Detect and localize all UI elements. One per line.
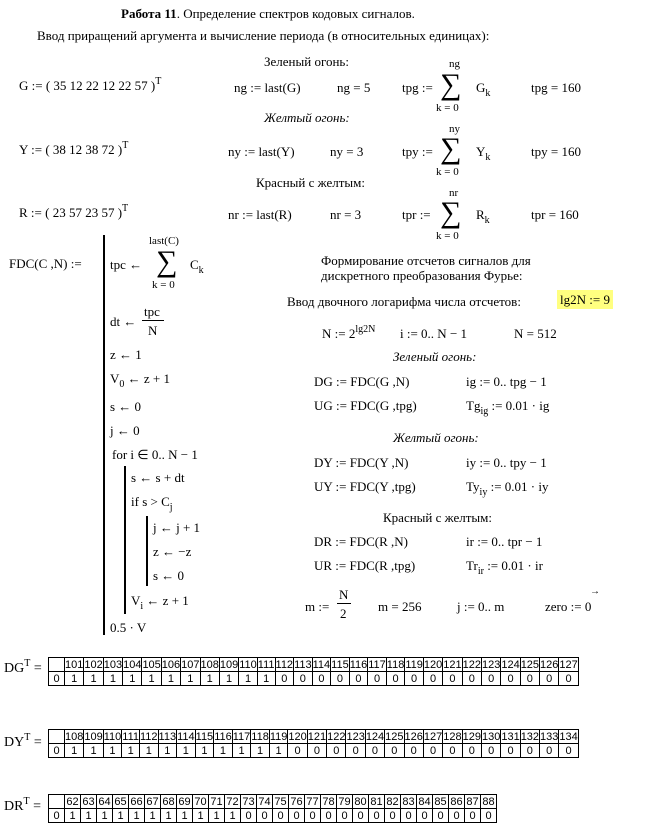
table-cell: 0 (337, 809, 353, 823)
ng-value: ng = 5 (337, 80, 371, 95)
green-label: Зеленый огонь: (264, 54, 349, 69)
table-header-row (49, 658, 579, 672)
DY-table-label: $DY^T$ = (4, 732, 42, 750)
table-cell: 0 (404, 744, 423, 758)
table-cell: 77 (306, 795, 319, 808)
table-cell: 112 (275, 658, 294, 671)
sum-lower: k = 0 (436, 102, 459, 114)
table-cell: 1 (193, 809, 209, 823)
sum-term: $C_k$ (190, 257, 204, 276)
table-cell: 0 (327, 744, 346, 758)
table-cell: 0 (49, 744, 65, 758)
table-cell: 126 (404, 730, 423, 743)
fraction-line (337, 603, 351, 604)
dt-assign: dt ← (110, 314, 137, 329)
table-cell: 1 (214, 744, 233, 758)
table-cell: 1 (65, 809, 81, 823)
table-cell: 0 (501, 672, 520, 686)
table-cell: 118 (386, 658, 405, 671)
table-cell: 127 (559, 658, 578, 671)
table-cell: 0 (449, 809, 465, 823)
tpg-lhs: tpg := (402, 80, 433, 95)
formation-line2: дискретного преобразования Фурье: (321, 268, 523, 283)
table-cell: 0 (273, 809, 289, 823)
table-cell: 0 (386, 672, 405, 686)
table-cell: 1 (257, 672, 275, 686)
sum-upper-lastc: last(C) (149, 235, 179, 247)
table-cell: 0 (443, 672, 462, 686)
table-cell: 125 (520, 658, 540, 671)
sum-term: $R_k$ (476, 207, 490, 226)
ig-range: ig := 0.. tpg − 1 (466, 374, 547, 389)
table-cell: 0 (385, 744, 404, 758)
table-cell: 0 (405, 672, 424, 686)
table-cell: 82 (386, 795, 399, 808)
table-cell: 79 (338, 795, 351, 808)
UR-definition: UR := FDC(R ,tpg) (314, 558, 416, 573)
table-cell: 1 (145, 809, 161, 823)
table-cell: 1 (84, 744, 103, 758)
dt-denominator: N (148, 323, 158, 338)
table-cell: 0 (241, 809, 257, 823)
s-reset: s ← 0 (153, 568, 185, 583)
table-cell: 1 (209, 809, 225, 823)
table-cell: 1 (84, 672, 103, 686)
DR-table (48, 794, 497, 823)
table-cell: 0 (559, 744, 578, 758)
table-cell: 0 (49, 672, 65, 686)
table-cell: 120 (423, 658, 443, 671)
dt-numerator: tpc (144, 304, 160, 319)
table-cell: 65 (114, 795, 127, 808)
ny-definition: ny := last(Y) (228, 144, 295, 159)
table-cell: 0 (49, 809, 65, 823)
sum-lower: k = 0 (152, 279, 175, 291)
table-cell: 1 (158, 744, 177, 758)
table-cell: 116 (214, 730, 232, 743)
z-init: z ← 1 (110, 347, 142, 362)
table-cell: 119 (405, 658, 423, 671)
page-title (121, 7, 415, 20)
table-cell: 87 (466, 795, 479, 808)
table-cell: 128 (443, 730, 462, 743)
formation-line1: Формирование отсчетов сигналов для (321, 253, 531, 268)
table-cell: 122 (462, 658, 481, 671)
tpr-lhs: tpr := (402, 207, 431, 222)
ng-definition: ng := last(G) (234, 80, 301, 95)
Vi-assign: $V_i$ ← z + 1 (131, 593, 189, 612)
sum-term: $G_k$ (476, 80, 491, 99)
table-cell: 73 (242, 795, 255, 808)
table-cell: 0 (294, 672, 313, 686)
table-cell: 0 (501, 744, 520, 758)
table-cell: 133 (540, 730, 559, 743)
table-row (49, 744, 579, 758)
lg2N-input[interactable]: lg2N := 9 (557, 293, 613, 306)
table-cell: 0 (365, 744, 384, 758)
table-cell: 1 (225, 809, 241, 823)
N-definition: N := $2^{lg2N}$ (322, 324, 376, 341)
UG-definition: UG := FDC(G ,tpg) (314, 398, 417, 413)
table-cell: 80 (354, 795, 367, 808)
table-cell: 0 (307, 744, 326, 758)
table-cell: 0 (540, 672, 559, 686)
table-cell: 71 (210, 795, 223, 808)
table-cell: 102 (84, 658, 103, 671)
table-cell: 111 (122, 730, 139, 743)
table-cell: 130 (481, 730, 501, 743)
yellow-label: Желтый огонь: (264, 110, 350, 125)
DG-definition: DG := FDC(G ,N) (314, 374, 410, 389)
j-increment: j ← j + 1 (153, 520, 201, 535)
yellow-label-2: Желтый огонь: (393, 430, 479, 445)
table-cell: 85 (434, 795, 447, 808)
table-cell: 0 (369, 809, 385, 823)
nr-definition: nr := last(R) (228, 207, 292, 222)
table-cell: 1 (123, 672, 142, 686)
table-cell: 105 (142, 658, 161, 671)
table-cell: 0 (481, 809, 497, 823)
table-cell: 0 (559, 672, 578, 686)
table-cell: 121 (307, 730, 327, 743)
table-cell: 0 (520, 744, 539, 758)
table-cell: 117 (232, 730, 251, 743)
table-cell: 122 (327, 730, 346, 743)
sum-upper-nr: nr (449, 187, 459, 199)
nr-value: nr = 3 (330, 207, 362, 222)
s-init: s ← 0 (110, 399, 142, 414)
intro-text: Ввод приращений аргумента и вычисление периода (в относительных единицах): (37, 28, 490, 43)
table-cell: 129 (462, 730, 481, 743)
table-cell: 0 (481, 744, 500, 758)
transpose-mark: T (122, 140, 129, 151)
table-cell: 110 (239, 658, 257, 671)
table-cell: 66 (130, 795, 143, 808)
table-cell: 118 (251, 730, 269, 743)
table-cell: 62 (66, 795, 79, 808)
table-cell: 103 (103, 658, 123, 671)
table-cell: 1 (161, 809, 177, 823)
table-cell: 1 (97, 809, 113, 823)
table-cell: 0 (385, 809, 401, 823)
table-cell: 0 (417, 809, 433, 823)
table-cell: 1 (200, 672, 219, 686)
tpg-value: tpg = 160 (531, 80, 581, 95)
for-bar (124, 466, 126, 614)
redyellow-label: Красный с желтым: (256, 175, 365, 190)
table-cell: 83 (402, 795, 415, 808)
table-cell: 0 (462, 744, 481, 758)
sigma-icon: ∑ (440, 68, 462, 101)
table-cell: 1 (177, 809, 193, 823)
table-cell: 1 (140, 744, 159, 758)
iy-range: iy := 0.. tpy − 1 (466, 455, 547, 470)
table-cell: 106 (161, 658, 181, 671)
table-cell: 121 (443, 658, 462, 671)
m-definition: m := (305, 599, 330, 614)
table-cell: 0 (433, 809, 449, 823)
table-cell: 68 (162, 795, 175, 808)
program-bar (103, 235, 105, 635)
table-cell: 114 (177, 730, 195, 743)
table-cell: 0 (401, 809, 417, 823)
table-cell: 0 (462, 672, 481, 686)
table-cell: 109 (84, 730, 103, 743)
table-cell: 108 (65, 730, 84, 743)
table-row (49, 672, 579, 686)
if-condition: if $s > C_j$ (131, 494, 173, 513)
Tg-definition: $Tg_{ig}$ := 0.01 · ig (466, 398, 550, 417)
j-init: j ← 0 (110, 423, 140, 438)
table-cell: 1 (219, 672, 238, 686)
table-header-row (49, 795, 497, 809)
i-range: i := 0.. N − 1 (400, 326, 468, 341)
table-cell: 134 (559, 730, 578, 743)
table-cell: 0 (481, 672, 500, 686)
table-cell: 104 (123, 658, 142, 671)
table-cell: 116 (349, 658, 368, 671)
table-cell: 76 (290, 795, 303, 808)
table-cell: 0 (275, 672, 294, 686)
fraction-line (142, 320, 164, 321)
table-cell: 110 (103, 730, 122, 743)
m-numerator: N (339, 587, 349, 602)
table-cell: 0 (520, 672, 539, 686)
DR-definition: DR := FDC(R ,N) (314, 534, 409, 549)
table-cell: 0 (305, 809, 321, 823)
table-cell: 70 (194, 795, 207, 808)
table-cell: 63 (82, 795, 95, 808)
table-cell: 117 (368, 658, 386, 671)
UY-definition: UY := FDC(Y ,tpg) (314, 479, 416, 494)
redyellow-label-2: Красный с желтым: (383, 510, 492, 525)
table-cell: 1 (195, 744, 214, 758)
table-cell: 0 (465, 809, 481, 823)
sum-upper-ny: ny (449, 123, 460, 135)
table-cell: 1 (181, 672, 200, 686)
table-cell: 124 (501, 658, 520, 671)
table-cell: 1 (232, 744, 251, 758)
DG-table-label: $DG^T$ = (4, 658, 42, 676)
table-cell: 0 (423, 744, 442, 758)
green-label-2: Зеленый огонь: (393, 349, 477, 364)
title-bold: Работа 11 (121, 6, 177, 21)
G-vector: G := ( 35 12 22 12 22 57 ) (19, 78, 156, 93)
table-cell: 109 (219, 658, 239, 671)
R-vector: R := ( 23 57 23 57 ) (19, 205, 123, 220)
table-cell: 88 (482, 795, 495, 808)
table-cell: 1 (103, 672, 122, 686)
table-cell: 86 (450, 795, 463, 808)
tpy-value: tpy = 160 (531, 144, 581, 159)
table-cell: 112 (140, 730, 158, 743)
return-value: 0.5 · V (110, 620, 147, 635)
table-cell: 131 (501, 730, 520, 743)
if-bar (146, 516, 148, 586)
Y-definition (19, 140, 129, 157)
table-cell: 0 (423, 672, 442, 686)
table-cell: 111 (257, 658, 275, 671)
table-cell: 69 (178, 795, 191, 808)
table-cell: 75 (274, 795, 287, 808)
table-cell (49, 658, 65, 672)
table-cell: 108 (200, 658, 219, 671)
Tr-definition: $Tr_{ir}$ := 0.01 · ir (466, 558, 543, 577)
table-cell: 101 (65, 658, 84, 671)
sigma-icon: ∑ (156, 245, 178, 278)
table-cell: 115 (195, 730, 214, 743)
table-cell: 1 (251, 744, 270, 758)
table-cell: 1 (142, 672, 161, 686)
z-negate: z ← −z (153, 544, 192, 559)
table-cell: 1 (161, 672, 180, 686)
s-increment: s ← s + dt (131, 470, 185, 485)
table-cell: 67 (146, 795, 159, 808)
sigma-icon: ∑ (440, 132, 462, 165)
table-cell: 126 (540, 658, 559, 671)
table-cell: 0 (346, 744, 365, 758)
R-definition (19, 203, 129, 220)
title-rest: . Определение спектров кодовых сигналов. (176, 6, 415, 21)
transpose-mark: T (155, 76, 162, 87)
table-cell: 0 (331, 672, 350, 686)
table-row (49, 809, 497, 823)
table-cell: 113 (158, 730, 177, 743)
table-cell: 0 (257, 809, 273, 823)
table-cell: 113 (294, 658, 312, 671)
sigma-icon: ∑ (440, 196, 462, 229)
table-cell: 132 (520, 730, 540, 743)
table-cell (49, 795, 65, 809)
table-cell: 0 (443, 744, 462, 758)
V0-assign: $V_0$ ← z + 1 (110, 371, 170, 390)
zero-definition: zero := 0 (545, 599, 592, 614)
m-denominator: 2 (340, 606, 347, 621)
table-cell: 124 (365, 730, 385, 743)
N-value: N = 512 (514, 326, 557, 341)
table-cell: 1 (65, 744, 84, 758)
sum-lower: k = 0 (436, 166, 459, 178)
table-cell: 1 (269, 744, 288, 758)
tpy-lhs: tpy := (402, 144, 433, 159)
table-cell: 81 (370, 795, 383, 808)
table-cell: 1 (122, 744, 140, 758)
table-cell: 125 (385, 730, 404, 743)
table-cell: 120 (288, 730, 307, 743)
tpr-value: tpr = 160 (531, 207, 579, 222)
table-cell: 0 (349, 672, 368, 686)
table-cell: 84 (418, 795, 431, 808)
table-cell: 78 (322, 795, 335, 808)
table-cell: 0 (321, 809, 337, 823)
table-cell: 0 (540, 744, 559, 758)
j-range: j := 0.. m (457, 599, 505, 614)
table-cell: 119 (269, 730, 288, 743)
table-header-row (49, 730, 579, 744)
table-cell: 123 (481, 658, 501, 671)
DG-table (48, 657, 579, 686)
table-cell: 1 (129, 809, 145, 823)
table-cell: 1 (113, 809, 129, 823)
ir-range: ir := 0.. tpr − 1 (466, 534, 543, 549)
table-cell: 0 (288, 744, 307, 758)
table-cell (49, 730, 65, 744)
ny-value: ny = 3 (330, 144, 364, 159)
table-cell: 115 (331, 658, 349, 671)
table-cell: 0 (312, 672, 331, 686)
sum-term: $Y_k$ (476, 144, 491, 163)
table-cell: 107 (181, 658, 200, 671)
table-cell: 1 (65, 672, 84, 686)
sum-lower: k = 0 (436, 230, 459, 242)
transpose-mark: T (122, 203, 129, 214)
sum-upper-ng: ng (449, 58, 460, 70)
table-cell: 0 (289, 809, 305, 823)
table-cell: 0 (353, 809, 369, 823)
table-cell: 123 (346, 730, 365, 743)
table-cell: 74 (258, 795, 271, 808)
table-cell: 64 (98, 795, 111, 808)
for-loop: for i ∈ 0.. N − 1 (112, 447, 198, 462)
table-cell: 127 (423, 730, 443, 743)
vector-arrow-icon: → (590, 586, 600, 597)
G-definition (19, 76, 162, 93)
DR-table-label: $DR^T$ = (4, 796, 41, 814)
DY-table (48, 729, 579, 758)
table-cell: 1 (81, 809, 97, 823)
table-cell: 1 (177, 744, 196, 758)
fdc-header: FDC(C ,N) := (9, 256, 82, 271)
table-cell: 1 (103, 744, 122, 758)
log-input-label: Ввод двочного логарифма числа отсчетов: (287, 294, 521, 309)
table-cell: 1 (239, 672, 258, 686)
table-cell: 72 (226, 795, 239, 808)
Ty-definition: $Ty_{iy}$ := 0.01 · iy (466, 479, 549, 498)
table-cell: 0 (368, 672, 387, 686)
m-value: m = 256 (378, 599, 422, 614)
DY-definition: DY := FDC(Y ,N) (314, 455, 409, 470)
tpc-assign: tpc ← (110, 257, 143, 272)
table-cell: 114 (312, 658, 331, 671)
Y-vector: Y := ( 38 12 38 72 ) (19, 142, 123, 157)
